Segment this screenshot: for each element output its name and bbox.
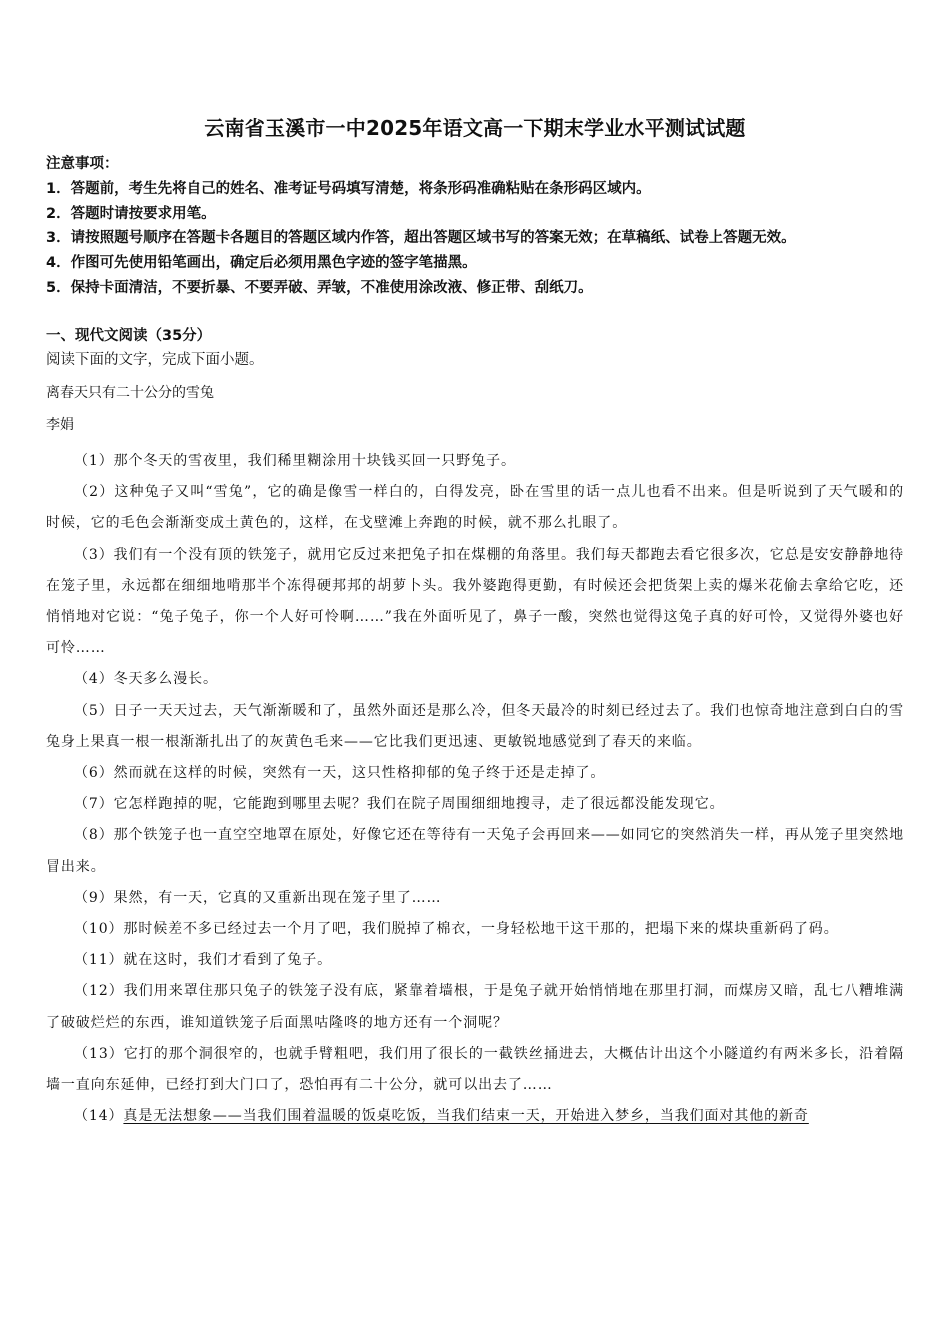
notice-item: 4．作图可先使用铅笔画出，确定后必须用黑色字迹的签字笔描黑。 [46,255,477,272]
notice-section [46,152,916,301]
notice-item: 5．保持卡面清洁，不要折暴、不要弄破、弄皱，不准使用涂改液、修正带、刮纸刀。 [46,279,593,296]
paragraph: （1）那个冬天的雪夜里，我们稀里糊涂用十块钱买回一只野兔子。 [74,453,516,469]
notice-item: 3．请按照题号顺序在答题卡各题目的答题区域内作答，超出答题区域书写的答案无效；在草稿纸、试卷上答题无效。 [46,230,796,247]
paragraph: （2）这种兔子又叫“雪兔”，它的确是像雪一样白的，白得发亮，卧在雪里的话一点儿也看不出来。但是听说到了天气暖和的时候，它的毛色会渐渐变成土黄色的，这样，在戈壁滩上奔跑的时候，就不那么扎眼了。 [46,484,904,532]
notice-item: 1．答题前，考生先将自己的姓名、准考证号码填写清楚，将条形码准确粘贴在条形码区域内。 [46,180,651,197]
paragraph: （13）它打的那个洞很窄的，也就手臂粗吧，我们用了很长的一截铁丝捅进去，大概估计出这个小隧道约有两米多长，沿着隔墙一直向东延伸，已经打到大门口了，恐怕再有二十公分，就可以出去了…… [46,1045,904,1094]
page-title: 云南省玉溪市一中2025年语文高一下期末学业水平测试试题 [204,116,746,140]
article-author: 李娟 [46,417,74,433]
notice-item: 2．答题时请按要求用笔。 [46,205,216,222]
section-instruction: 阅读下面的文字，完成下面小题。 [46,352,264,368]
paragraph: （7）它怎样跑掉的呢，它能跑到哪里去呢？我们在院子周围细细地搜寻，走了很远都没能发现它。 [74,796,725,813]
article-title: 离春天只有二十公分的雪兔 [46,385,214,401]
paragraph: （6）然而就在这样的时候，突然有一天，这只性格抑郁的兔子终于还是走掉了。 [74,765,606,782]
paragraph: （4）冬天多么漫长。 [74,671,218,688]
paragraph: （10）那时候差不多已经过去一个月了吧，我们脱掉了棉衣，一身轻松地干这干那的，把塌下来的煤块重新码了码。 [74,921,839,938]
paragraph: （3）我们有一个没有顶的铁笼子，就用它反过来把兔子扣在煤棚的角落里。我们每天都跑去看它很多次，它总是安安静静地待在笼子里，永远都在细细地啃那半个冻得硬邦邦的胡萝卜头。我外婆跑得更勤，有时候还会把货架上卖的爆米花偷去拿给它吃，还悄悄地对它说：“兔子兔子，你一个人好可怜啊……”我在外面听见了，鼻子一酸，突然也觉得这兔子真的好可怜，又觉得外婆也好可怜…… [46,546,904,657]
article-body [46,446,904,1132]
paragraph-number: （14） [74,1108,124,1125]
paragraph-last [46,1101,904,1132]
underlined-text: 真是无法想象——当我们围着温暖的饭桌吃饭，当我们结束一天，开始进入梦乡，当我们面对其他的新奇 [123,1108,809,1125]
section-heading: 一、现代文阅读（35分） [46,328,212,344]
notice-heading: 注意事项： [46,156,119,172]
paragraph: （5）日子一天天过去，天气渐渐暖和了，虽然外面还是那么冷，但冬天最冷的时刻已经过去了。我们也惊奇地注意到白白的雪兔身上果真一根一根渐渐扎出了的灰黄色毛来——它比我们更迅速、更敏锐地感觉到了春天的来临。 [46,702,904,750]
paragraph: （9）果然，有一天，它真的又重新出现在笼子里了…… [74,889,442,906]
paragraph: （11）就在这时，我们才看到了兔子。 [74,952,333,969]
paragraph: （12）我们用来罩住那只兔子的铁笼子没有底，紧靠着墙根，于是兔子就开始悄悄地在那里打洞，而煤房又暗，乱七八糟堆满了破破烂烂的东西，谁知道铁笼子后面黑咕隆咚的地方还有一个洞呢？ [46,983,904,1031]
paragraph: （8）那个铁笼子也一直空空地罩在原处，好像它还在等待有一天兔子会再回来——如同它的突然消失一样，再从笼子里突然地冒出来。 [46,827,904,875]
